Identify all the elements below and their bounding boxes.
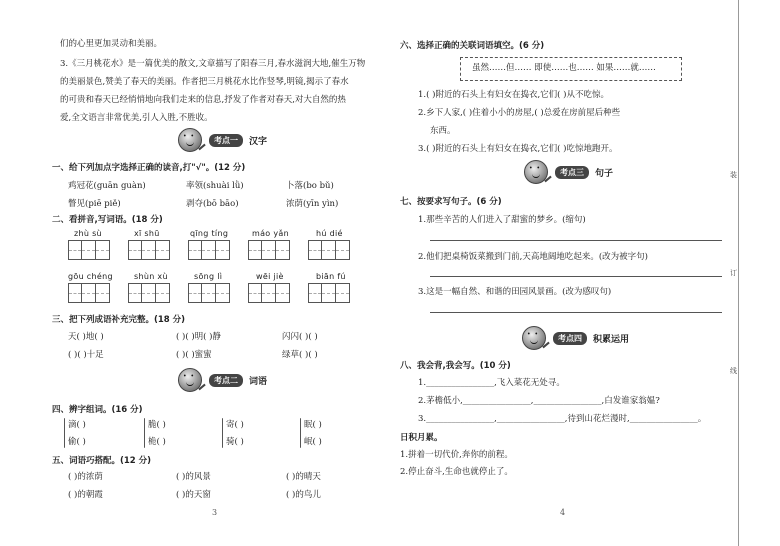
- writing-grid[interactable]: [188, 240, 230, 260]
- fill-sentence[interactable]: 1.( )附近的石头上有妇女在捣衣,它们( )从不吃惊。: [418, 90, 609, 100]
- section-badge-jilei: [522, 326, 629, 350]
- pinyin-label: shùn xù: [134, 272, 168, 281]
- section-9-heading: 日积月累。: [400, 433, 443, 443]
- section-4-heading: 四、辨字组词。(16 分): [52, 405, 143, 415]
- pinyin-choice: 浓荫(yīn yìn): [286, 199, 339, 209]
- rewrite-prompt: 2.他们把桌椅饭菜搬到门前,天高地阔地吃起来。(改为被字句): [418, 252, 648, 262]
- pinyin-label: wēi jiè: [256, 272, 284, 281]
- badge-title: 句子: [595, 168, 614, 179]
- pinyin-label: sōng lì: [194, 272, 223, 281]
- page-number: 4: [560, 508, 566, 517]
- bracket: [300, 418, 301, 448]
- pinyin-label: gōu chéng: [68, 272, 113, 281]
- pinyin-label: biān fú: [316, 272, 346, 281]
- intro-line: 们的心里更加灵动和美丽。: [60, 39, 163, 49]
- badge-title: 词语: [249, 376, 268, 387]
- badge-title: 积累运用: [593, 334, 630, 345]
- rewrite-prompt: 3.这是一幅自然、和谐的田园风景画。(改为感叹句): [418, 287, 612, 297]
- q3-line-1: 3.《三月桃花水》是一篇优美的散文,文章描写了阳春三月,春水滋润大地,催生万物: [60, 59, 366, 69]
- fill-sentence-cont: 东西。: [430, 126, 456, 136]
- bracket: [144, 418, 145, 448]
- section-3-heading: 三、把下列成语补充完整。(18 分): [52, 315, 186, 325]
- poem-fill[interactable]: 1.________________,飞入菜花无处寻。: [418, 378, 565, 388]
- badge-pill: 考点三: [555, 166, 589, 179]
- pinyin-choice: 率领(shuài lǜ): [186, 181, 244, 191]
- pinyin-label: xī shū: [134, 229, 160, 238]
- word-match[interactable]: ( )的天窗: [176, 490, 211, 500]
- pinyin-label: hú dié: [316, 229, 343, 238]
- section-8-heading: 八、我会背,我会写。(10 分): [400, 361, 511, 371]
- q3-line-2: 的美丽景色,赞美了春天的美丽。作者把三月桃花水比作竖琴,明镜,揭示了春水: [60, 77, 349, 87]
- answer-line[interactable]: [430, 312, 722, 313]
- writing-grid[interactable]: [128, 283, 170, 303]
- pinyin-label: zhù sù: [74, 229, 102, 238]
- idiom-blank[interactable]: ( )( )明( )静: [176, 332, 222, 342]
- quote: 2.停止奋斗,生命也就停止了。: [400, 467, 513, 477]
- q3-line-3: 的可贵和春天已经悄悄地向我们走来的信息,抒发了作者对春天,对大自然的热: [60, 95, 346, 105]
- pinyin-choice: 瞥见(piē piě): [68, 199, 121, 209]
- section-badge-juzi: [524, 160, 613, 184]
- page-number: 3: [212, 508, 218, 517]
- badge-pill: 考点二: [209, 374, 243, 387]
- pinyin-label: qīng tíng: [190, 229, 229, 238]
- idiom-blank[interactable]: ( )( )蜜蜜: [176, 350, 212, 360]
- writing-grid[interactable]: [248, 240, 290, 260]
- word-match[interactable]: ( )的风景: [176, 472, 211, 482]
- rewrite-prompt: 1.那些辛苦的人们进入了甜蜜的梦乡。(缩句): [418, 215, 586, 225]
- section-6-heading: 六、选择正确的关联词语填空。(6 分): [400, 41, 545, 51]
- fill-sentence[interactable]: 2.乡下人家,( )住着小小的房屋,( )总爱在房前屋后种些: [418, 108, 621, 118]
- pinyin-label: máo yǎn: [252, 229, 289, 238]
- writing-grid[interactable]: [68, 283, 110, 303]
- badge-title: 汉字: [249, 136, 268, 147]
- binding-char: 订: [730, 269, 737, 277]
- section-5-heading: 五、词语巧搭配。(12 分): [52, 456, 152, 466]
- section-badge-ciyu: [178, 368, 267, 392]
- writing-grid[interactable]: [308, 283, 350, 303]
- word-match[interactable]: ( )的晴天: [286, 472, 321, 482]
- char-compare[interactable]: 桅( ): [148, 437, 166, 447]
- fill-sentence[interactable]: 3.( )附近的石头上有妇女在捣衣,它们( )吃惊地跑开。: [418, 144, 618, 154]
- answer-line[interactable]: [430, 240, 722, 241]
- section-badge-hanzi: [178, 128, 267, 152]
- poem-fill[interactable]: 3.________________,________________,待到山花烂漫时,________________。: [418, 414, 707, 424]
- word-match[interactable]: ( )的朝霞: [68, 490, 103, 500]
- pinyin-choice: 卜落(bo bǔ): [286, 181, 334, 191]
- word-match[interactable]: ( )的鸟儿: [286, 490, 321, 500]
- writing-grid[interactable]: [128, 240, 170, 260]
- char-compare[interactable]: 骑( ): [226, 437, 244, 447]
- word-match[interactable]: ( )的浓荫: [68, 472, 103, 482]
- pinyin-choice: 剥夺(bō bāo): [186, 199, 239, 209]
- binding-line: [738, 0, 739, 546]
- bracket: [64, 418, 65, 448]
- writing-grid[interactable]: [68, 240, 110, 260]
- char-compare[interactable]: 偷( ): [68, 437, 86, 447]
- q3-line-4: 爱,全文语言非常优美,引人入胜,不胜收。: [60, 113, 213, 123]
- char-compare[interactable]: 岷( ): [304, 437, 322, 447]
- badge-pill: 考点四: [553, 332, 587, 345]
- idiom-blank[interactable]: 绿草( )( ): [282, 350, 318, 360]
- idiom-blank[interactable]: 闪闪( )( ): [282, 332, 318, 342]
- section-2-heading: 二、看拼音,写词语。(18 分): [52, 215, 163, 225]
- binding-char: 线: [730, 367, 737, 375]
- badge-pill: 考点一: [209, 134, 243, 147]
- idiom-blank[interactable]: ( )( )十足: [68, 350, 104, 360]
- idiom-blank[interactable]: 天( )地( ): [68, 332, 104, 342]
- binding-char: 装: [730, 171, 737, 179]
- char-compare[interactable]: 滴( ): [68, 420, 86, 430]
- quote: 1.拼着一切代价,奔你的前程。: [400, 450, 513, 460]
- answer-line[interactable]: [430, 276, 722, 277]
- char-compare[interactable]: 眠( ): [304, 420, 322, 430]
- poem-fill[interactable]: 2.茅檐低小,________________,________________,白发谁家翁媪?: [418, 396, 660, 406]
- section-7-heading: 七、按要求写句子。(6 分): [400, 197, 502, 207]
- bracket: [222, 418, 223, 448]
- section-1-heading: 一、给下列加点字选择正确的读音,打"√"。(12 分): [52, 163, 246, 173]
- writing-grid[interactable]: [188, 283, 230, 303]
- pinyin-choice: 鸡冠花(guān guàn): [68, 181, 146, 191]
- writing-grid[interactable]: [308, 240, 350, 260]
- char-compare[interactable]: 寄( ): [226, 420, 244, 430]
- char-compare[interactable]: 脆( ): [148, 420, 166, 430]
- conjunction-options: 虽然……但…… 即使……也…… 如果……就……: [472, 63, 656, 73]
- writing-grid[interactable]: [248, 283, 290, 303]
